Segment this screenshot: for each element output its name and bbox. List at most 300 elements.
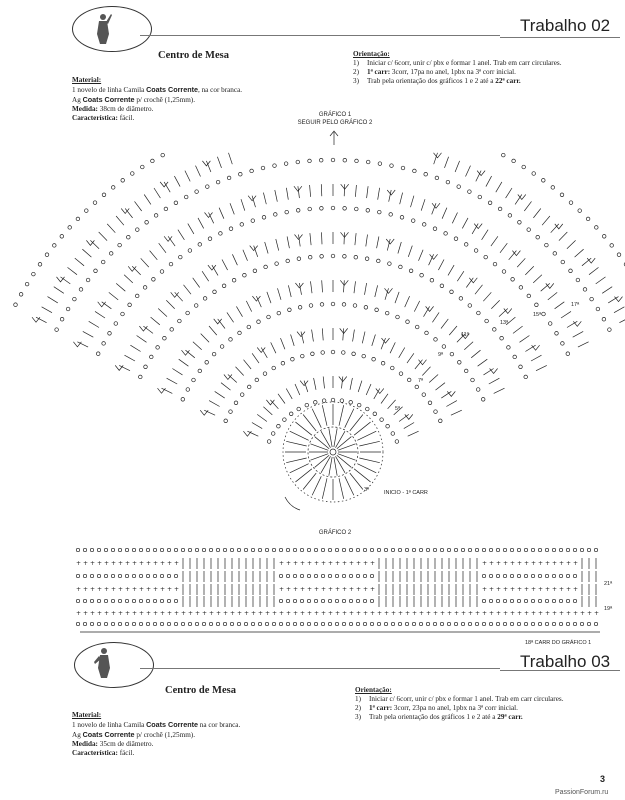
- chain-stitch: [181, 548, 184, 551]
- sc-stitch: +: [314, 610, 320, 617]
- chain-stitch: [160, 574, 163, 577]
- sc-stitch: +: [293, 560, 299, 567]
- chain-stitch: [398, 622, 401, 625]
- chain-stitch: [363, 574, 366, 577]
- sc-stitch: +: [559, 586, 565, 593]
- chain-stitch: [335, 599, 338, 602]
- sc-stitch: +: [545, 610, 551, 617]
- chain-stitch: [195, 622, 198, 625]
- sc-stitch: +: [272, 610, 278, 617]
- chain-stitch: [531, 599, 534, 602]
- chain-stitch: [188, 622, 191, 625]
- chain-stitch: [265, 622, 268, 625]
- chain-stitch: [146, 599, 149, 602]
- chain-stitch: [356, 622, 359, 625]
- material-heading: Material:: [72, 76, 102, 84]
- chain-stitch: [370, 574, 373, 577]
- chain-stitch: [342, 622, 345, 625]
- chain-stitch: [230, 548, 233, 551]
- chain-stitch: [538, 548, 541, 551]
- sc-stitch: +: [83, 560, 89, 567]
- sc-stitch: +: [538, 586, 544, 593]
- chain-stitch: [139, 574, 142, 577]
- chain-stitch: [517, 548, 520, 551]
- chain-stitch: [552, 548, 555, 551]
- chain-stitch: [510, 599, 513, 602]
- chain-stitch: [447, 622, 450, 625]
- sc-stitch: +: [104, 586, 110, 593]
- chain-stitch: [496, 622, 499, 625]
- sc-stitch: +: [538, 610, 544, 617]
- chain-stitch: [426, 622, 429, 625]
- chain-stitch: [111, 622, 114, 625]
- sc-stitch: +: [104, 560, 110, 567]
- sc-stitch: +: [356, 560, 362, 567]
- chain-stitch: [496, 599, 499, 602]
- chain-stitch: [90, 622, 93, 625]
- chain-stitch: [90, 548, 93, 551]
- chain-stitch: [118, 574, 121, 577]
- sc-stitch: +: [559, 560, 565, 567]
- sc-stitch: +: [237, 610, 243, 617]
- sc-stitch: +: [146, 586, 152, 593]
- chain-stitch: [244, 622, 247, 625]
- chain-stitch: [286, 548, 289, 551]
- brand-name: Coats Corrente: [146, 85, 198, 94]
- sc-stitch: +: [286, 610, 292, 617]
- chain-stitch: [538, 574, 541, 577]
- sc-stitch: +: [307, 586, 313, 593]
- sc-stitch: +: [335, 560, 341, 567]
- chain-stitch: [461, 622, 464, 625]
- chain-stitch: [307, 548, 310, 551]
- sc-stitch: +: [139, 560, 145, 567]
- chain-stitch: [461, 548, 464, 551]
- chain-stitch: [314, 574, 317, 577]
- chain-stitch: [552, 622, 555, 625]
- sc-stitch: +: [412, 610, 418, 617]
- chain-stitch: [153, 574, 156, 577]
- brand-name: Coats Corrente: [82, 95, 135, 104]
- sc-stitch: +: [391, 610, 397, 617]
- chain-stitch: [118, 622, 121, 625]
- round-label-5: 5ª: [395, 406, 401, 412]
- sc-stitch: +: [475, 610, 481, 617]
- sc-stitch: +: [517, 586, 523, 593]
- chain-stitch: [545, 599, 548, 602]
- chain-stitch: [517, 599, 520, 602]
- chain-stitch: [209, 548, 212, 551]
- sc-stitch: +: [90, 560, 96, 567]
- sc-stitch: +: [356, 610, 362, 617]
- step-1: 1) Iniciar c/ 6corr, unir c/ pbx e formar 1 anel. Trab em carr circulares.: [353, 59, 562, 67]
- sc-stitch: +: [594, 610, 600, 617]
- chain-stitch: [139, 599, 142, 602]
- chain-stitch: [139, 548, 142, 551]
- chain-stitch: [244, 548, 247, 551]
- chain-stitch: [587, 622, 590, 625]
- sc-stitch: +: [349, 610, 355, 617]
- chain-stitch: [405, 622, 408, 625]
- sc-stitch: +: [300, 610, 306, 617]
- sc-stitch: +: [279, 560, 285, 567]
- chain-stitch: [524, 599, 527, 602]
- sc-stitch: +: [461, 610, 467, 617]
- chain-stitch: [76, 548, 79, 551]
- sc-stitch: +: [328, 610, 334, 617]
- chain-stitch: [223, 548, 226, 551]
- chain-stitch: [300, 548, 303, 551]
- sc-stitch: +: [482, 560, 488, 567]
- chain-stitch: [321, 574, 324, 577]
- chain-stitch: [545, 548, 548, 551]
- chain-stitch: [272, 622, 275, 625]
- chain-stitch: [573, 574, 576, 577]
- sc-stitch: +: [321, 610, 327, 617]
- chain-stitch: [83, 574, 86, 577]
- sc-stitch: +: [552, 560, 558, 567]
- chain-stitch: [321, 548, 324, 551]
- sc-stitch: +: [188, 610, 194, 617]
- sc-stitch: +: [349, 586, 355, 593]
- chain-stitch: [552, 599, 555, 602]
- chain-stitch: [76, 599, 79, 602]
- sc-stitch: +: [167, 586, 173, 593]
- sc-stitch: +: [132, 610, 138, 617]
- chain-stitch: [328, 574, 331, 577]
- chain-stitch: [97, 548, 100, 551]
- sc-stitch: +: [580, 610, 586, 617]
- sc-stitch: +: [545, 560, 551, 567]
- chain-stitch: [111, 548, 114, 551]
- chain-stitch: [517, 622, 520, 625]
- sc-stitch: +: [76, 560, 82, 567]
- sc-stitch: +: [265, 610, 271, 617]
- chain-stitch: [314, 599, 317, 602]
- sc-stitch: +: [83, 586, 89, 593]
- chain-stitch: [524, 574, 527, 577]
- chain-stitch: [566, 574, 569, 577]
- chain-stitch: [356, 574, 359, 577]
- sc-stitch: +: [97, 610, 103, 617]
- watermark: PassionForum.ru: [555, 789, 609, 796]
- sc-stitch: +: [363, 586, 369, 593]
- chain-stitch: [300, 574, 303, 577]
- chain-stitch: [174, 622, 177, 625]
- chain-stitch: [433, 548, 436, 551]
- medida-value: 38cm de diâmetro.: [97, 105, 154, 113]
- sc-stitch: +: [209, 610, 215, 617]
- chain-stitch: [524, 622, 527, 625]
- sc-stitch: +: [307, 610, 313, 617]
- sc-stitch: +: [181, 610, 187, 617]
- chain-stitch: [538, 599, 541, 602]
- sc-stitch: +: [230, 610, 236, 617]
- sc-stitch: +: [531, 610, 537, 617]
- sc-stitch: +: [125, 610, 131, 617]
- sc-stitch: +: [153, 610, 159, 617]
- sc-stitch: +: [433, 610, 439, 617]
- sc-stitch: +: [482, 586, 488, 593]
- round-label-19: 19ª: [604, 606, 613, 612]
- medida-label: Medida:: [72, 105, 98, 113]
- chain-stitch: [566, 548, 569, 551]
- chain-stitch: [531, 622, 534, 625]
- section-title-02: Centro de Mesa: [158, 50, 229, 61]
- chain-stitch: [391, 622, 394, 625]
- sc-stitch: +: [405, 610, 411, 617]
- sc-stitch: +: [97, 560, 103, 567]
- round-label-13: 13ª: [500, 320, 509, 326]
- chain-stitch: [545, 622, 548, 625]
- step-3: 3) Trab pela orientação dos gráficos 1 e 2 até a 29ª carr.: [355, 713, 523, 721]
- sc-stitch: +: [146, 560, 152, 567]
- chain-stitch: [405, 548, 408, 551]
- sc-stitch: +: [510, 586, 516, 593]
- sc-stitch: +: [335, 610, 341, 617]
- sc-stitch: +: [489, 586, 495, 593]
- work-title-03: Trabalho 03: [520, 652, 611, 671]
- chain-stitch: [573, 622, 576, 625]
- chain-stitch: [510, 548, 513, 551]
- material-heading: Material:: [72, 711, 102, 719]
- orientacao-block-03: [355, 686, 620, 722]
- chain-stitch: [363, 548, 366, 551]
- section-title-03: Centro de Mesa: [165, 685, 236, 696]
- chain-stitch: [286, 574, 289, 577]
- sc-stitch: +: [468, 610, 474, 617]
- chain-stitch: [503, 599, 506, 602]
- chain-stitch: [384, 622, 387, 625]
- chain-stitch: [580, 548, 583, 551]
- orientacao-heading: Orientação:: [353, 50, 390, 58]
- chain-stitch: [251, 548, 254, 551]
- chain-stitch: [391, 548, 394, 551]
- chain-stitch: [279, 622, 282, 625]
- sc-stitch: +: [496, 610, 502, 617]
- chain-stitch: [97, 599, 100, 602]
- brand-name: Coats Corrente: [146, 720, 198, 729]
- chain-stitch: [370, 548, 373, 551]
- chain-stitch: [559, 548, 562, 551]
- sc-stitch: +: [111, 586, 117, 593]
- sc-stitch: +: [342, 610, 348, 617]
- chain-stitch: [97, 574, 100, 577]
- step-2: 2) 1ª carr: 3corr, 17pa no anel, 1pbx na 3ª corr inicial.: [353, 68, 516, 76]
- header-rule-03: [140, 668, 500, 669]
- chain-stitch: [349, 622, 352, 625]
- chain-stitch: [412, 622, 415, 625]
- chain-stitch: [328, 622, 331, 625]
- chain-stitch: [97, 622, 100, 625]
- sc-stitch: +: [328, 586, 334, 593]
- chain-stitch: [440, 622, 443, 625]
- chain-stitch: [307, 574, 310, 577]
- sc-stitch: +: [97, 586, 103, 593]
- chain-stitch: [160, 548, 163, 551]
- chain-stitch: [216, 548, 219, 551]
- chain-stitch: [76, 622, 79, 625]
- chain-stitch: [531, 574, 534, 577]
- sc-stitch: +: [573, 560, 579, 567]
- chain-stitch: [76, 574, 79, 577]
- chain-stitch: [167, 599, 170, 602]
- sc-stitch: +: [90, 610, 96, 617]
- chain-stitch: [132, 622, 135, 625]
- chain-stitch: [251, 622, 254, 625]
- chain-stitch: [181, 622, 184, 625]
- sc-stitch: +: [531, 586, 537, 593]
- chain-stitch: [419, 622, 422, 625]
- chain-stitch: [307, 599, 310, 602]
- chain-stitch: [209, 622, 212, 625]
- sc-stitch: +: [132, 560, 138, 567]
- chain-stitch: [538, 622, 541, 625]
- chain-stitch: [363, 599, 366, 602]
- sc-stitch: +: [531, 560, 537, 567]
- work-title-02: Trabalho 02: [520, 16, 611, 35]
- chain-stitch: [475, 548, 478, 551]
- chain-stitch: [314, 548, 317, 551]
- chain-stitch: [531, 548, 534, 551]
- chain-stitch: [426, 548, 429, 551]
- sc-stitch: +: [370, 610, 376, 617]
- orientacao-heading: Orientação:: [355, 686, 392, 694]
- chain-stitch: [377, 622, 380, 625]
- chain-stitch: [335, 548, 338, 551]
- sc-stitch: +: [279, 610, 285, 617]
- chain-stitch: [503, 622, 506, 625]
- chain-stitch: [258, 622, 261, 625]
- round-label-3: 3ª: [364, 487, 370, 493]
- sc-stitch: +: [328, 560, 334, 567]
- material-block-03: Material: 1 novelo de linha Camila Coats Corrente na cor branca. Ag Coats Corrente p/ crochê (1,25mm). Medida: 35cm de diâmetro. Característica: fácil.: [72, 711, 241, 757]
- chain-stitch: [496, 548, 499, 551]
- chain-stitch: [363, 622, 366, 625]
- chain-stitch: [153, 599, 156, 602]
- chain-stitch: [447, 548, 450, 551]
- chain-stitch: [496, 574, 499, 577]
- chain-stitch: [566, 599, 569, 602]
- chain-stitch: [104, 622, 107, 625]
- chain-stitch: [398, 548, 401, 551]
- chain-stitch: [377, 548, 380, 551]
- step-2: 2) 1ª carr: 3corr, 23pa no anel, 1pbx na 3ª corr inicial.: [355, 704, 518, 712]
- chain-stitch: [475, 622, 478, 625]
- chain-stitch: [482, 622, 485, 625]
- sc-stitch: +: [293, 586, 299, 593]
- chain-stitch: [328, 548, 331, 551]
- chain-stitch: [573, 599, 576, 602]
- chain-stitch: [111, 599, 114, 602]
- chain-stitch: [489, 622, 492, 625]
- sc-stitch: +: [524, 560, 530, 567]
- chain-stitch: [482, 548, 485, 551]
- sc-stitch: +: [419, 610, 425, 617]
- chain-stitch: [223, 622, 226, 625]
- chain-stitch: [132, 548, 135, 551]
- chain-stitch: [160, 599, 163, 602]
- chain-stitch: [587, 548, 590, 551]
- chain-stitch: [489, 574, 492, 577]
- chain-stitch: [559, 622, 562, 625]
- sc-stitch: +: [118, 610, 124, 617]
- chain-stitch: [167, 548, 170, 551]
- sc-stitch: +: [146, 610, 152, 617]
- sc-stitch: +: [349, 560, 355, 567]
- chain-stitch: [286, 599, 289, 602]
- chain-stitch: [559, 574, 562, 577]
- sc-stitch: +: [587, 610, 593, 617]
- sc-stitch: +: [118, 586, 124, 593]
- chain-stitch: [83, 548, 86, 551]
- sc-stitch: +: [335, 586, 341, 593]
- sc-stitch: +: [517, 610, 523, 617]
- chain-stitch: [237, 622, 240, 625]
- sc-stitch: +: [538, 560, 544, 567]
- chain-stitch: [153, 548, 156, 551]
- material-line1: 1 novelo de linha Camila: [72, 86, 147, 94]
- sc-stitch: +: [111, 560, 117, 567]
- chain-stitch: [349, 599, 352, 602]
- sc-stitch: +: [398, 610, 404, 617]
- sc-stitch: +: [356, 586, 362, 593]
- sc-stitch: +: [195, 610, 201, 617]
- chain-stitch: [188, 548, 191, 551]
- chain-stitch: [440, 548, 443, 551]
- chain-stitch: [342, 548, 345, 551]
- sc-stitch: +: [167, 560, 173, 567]
- start-label: INICIO - 1ª CARR: [384, 490, 428, 496]
- sc-stitch: +: [174, 610, 180, 617]
- chain-stitch: [510, 574, 513, 577]
- chain-stitch: [419, 548, 422, 551]
- chain-stitch: [279, 599, 282, 602]
- sc-stitch: +: [139, 610, 145, 617]
- chain-stitch: [125, 622, 128, 625]
- sc-stitch: +: [552, 610, 558, 617]
- chain-stitch: [412, 548, 415, 551]
- sc-stitch: +: [377, 610, 383, 617]
- sc-stitch: +: [440, 610, 446, 617]
- sc-stitch: +: [286, 586, 292, 593]
- chain-stitch: [104, 548, 107, 551]
- chain-stitch: [146, 548, 149, 551]
- chain-stitch: [202, 548, 205, 551]
- chain-stitch: [139, 622, 142, 625]
- chain-stitch: [90, 599, 93, 602]
- chain-stitch: [104, 574, 107, 577]
- sc-stitch: +: [489, 560, 495, 567]
- sc-stitch: +: [447, 610, 453, 617]
- chain-stitch: [356, 548, 359, 551]
- sc-stitch: +: [503, 560, 509, 567]
- chain-stitch: [335, 622, 338, 625]
- chain-stitch: [468, 548, 471, 551]
- chain-stitch: [349, 574, 352, 577]
- chain-stitch: [174, 599, 177, 602]
- chain-stitch: [216, 622, 219, 625]
- chain-stitch: [202, 622, 205, 625]
- chain-stitch: [510, 622, 513, 625]
- chain-stitch: [265, 548, 268, 551]
- chain-stitch: [580, 622, 583, 625]
- chain-stitch: [328, 599, 331, 602]
- chain-stitch: [342, 574, 345, 577]
- chain-stitch: [356, 599, 359, 602]
- sc-stitch: +: [559, 610, 565, 617]
- chart2-title: GRÁFICO 2: [318, 530, 352, 536]
